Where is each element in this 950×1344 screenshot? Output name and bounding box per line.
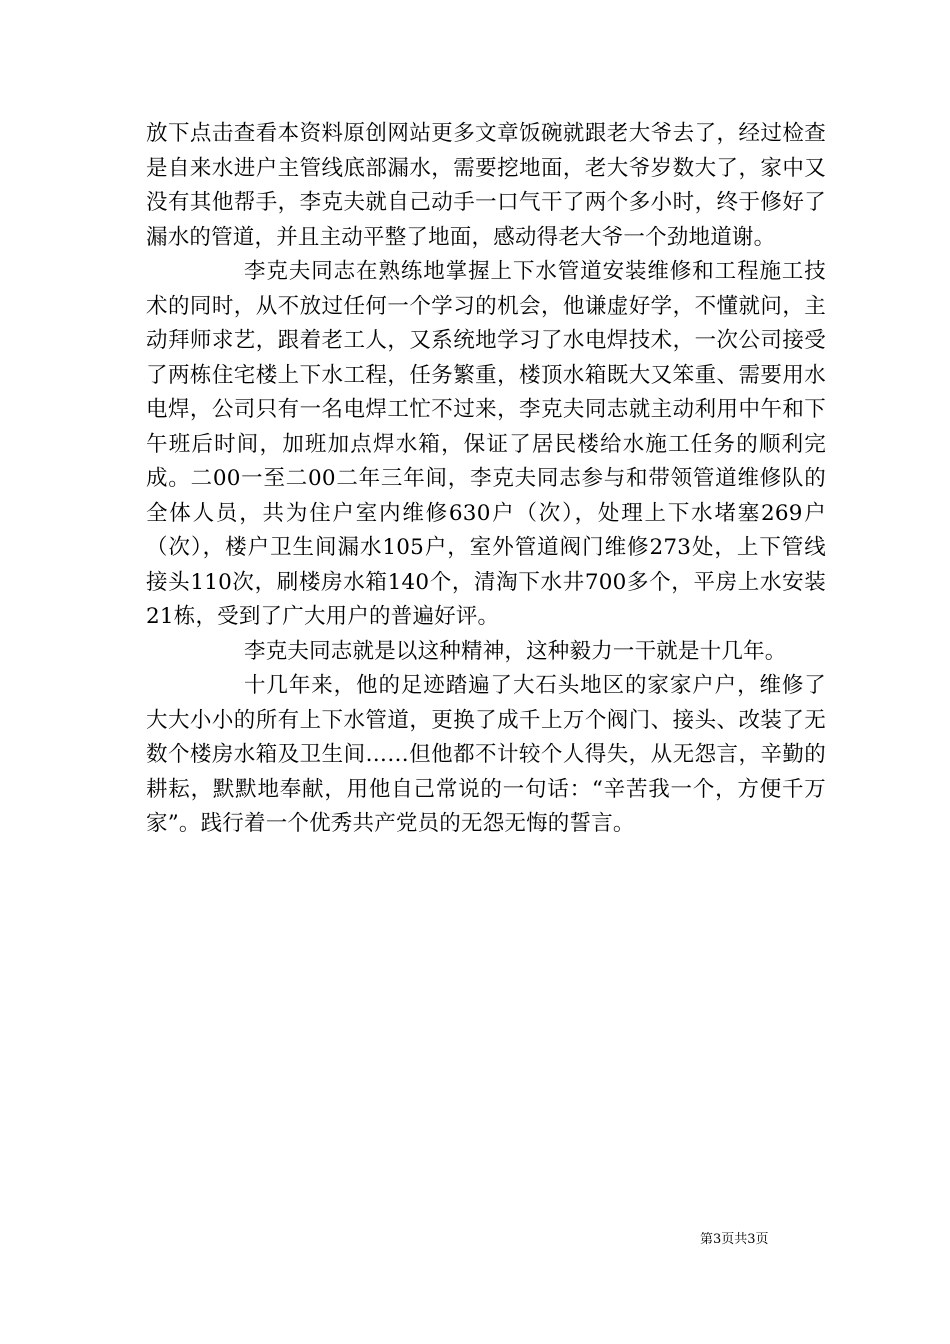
document-body (146, 117, 826, 842)
paragraph-continuation: 放下点击查看本资料原创网站更多文章饭碗就跟老大爷去了，经过检查是自来水进户主管线底部漏水，需要挖地面，老大爷岁数大了，家中又没有其他帮手，李克夫就自己动手一口气干了两个多小时，终于修好了漏水的管道，并且主动平整了地面，感动得老大爷一个劲地道谢。 (146, 121, 826, 250)
paragraph-dedication: 十几年来，他的足迹踏遍了大石头地区的家家户户，维修了大大小小的所有上下水管道，更换了成千上万个阀门、接头、改装了无数个楼房水箱及卫生间……但他都不计较个人得失，从无怨言，辛勤的耕耘，默默地奉献，用他自己常说的一句话：“辛苦我一个，方便千万家”。践行着一个优秀共产党员的无怨无悔的誓言。 (146, 673, 826, 836)
page-number-footer: 第3页共3页 (700, 1232, 769, 1247)
paragraph-spirit: 李克夫同志就是以这种精神，这种毅力一干就是十几年。 (244, 638, 787, 664)
paragraph-skills: 李克夫同志在熟练地掌握上下水管道安装维修和工程施工技术的同时，从不放过任何一个学习的机会，他谦虚好学，不懂就问，主动拜师求艺，跟着老工人，又系统地学习了水电焊技术，一次公司接受了两栋住宅楼上下水工程，任务繁重，楼顶水箱既大又笨重、需要用水电焊，公司只有一名电焊工忙不过来，李克夫同志就主动利用中午和下午班后时间，加班加点焊水箱，保证了居民楼给水施工任务的顺利完成。二00一至二00二年三年间，李克夫同志参与和带领管道维修队的全体人员，共为住户室内维修630户（次），处理上下水堵塞269户（次），楼户卫生间漏水105户，室外管道阀门维修273处，上下管线接头110次，刷楼房水箱140个，清淘下水井700多个，平房上水安装21栋，受到了广大用户的普遍好评。 (146, 259, 826, 629)
